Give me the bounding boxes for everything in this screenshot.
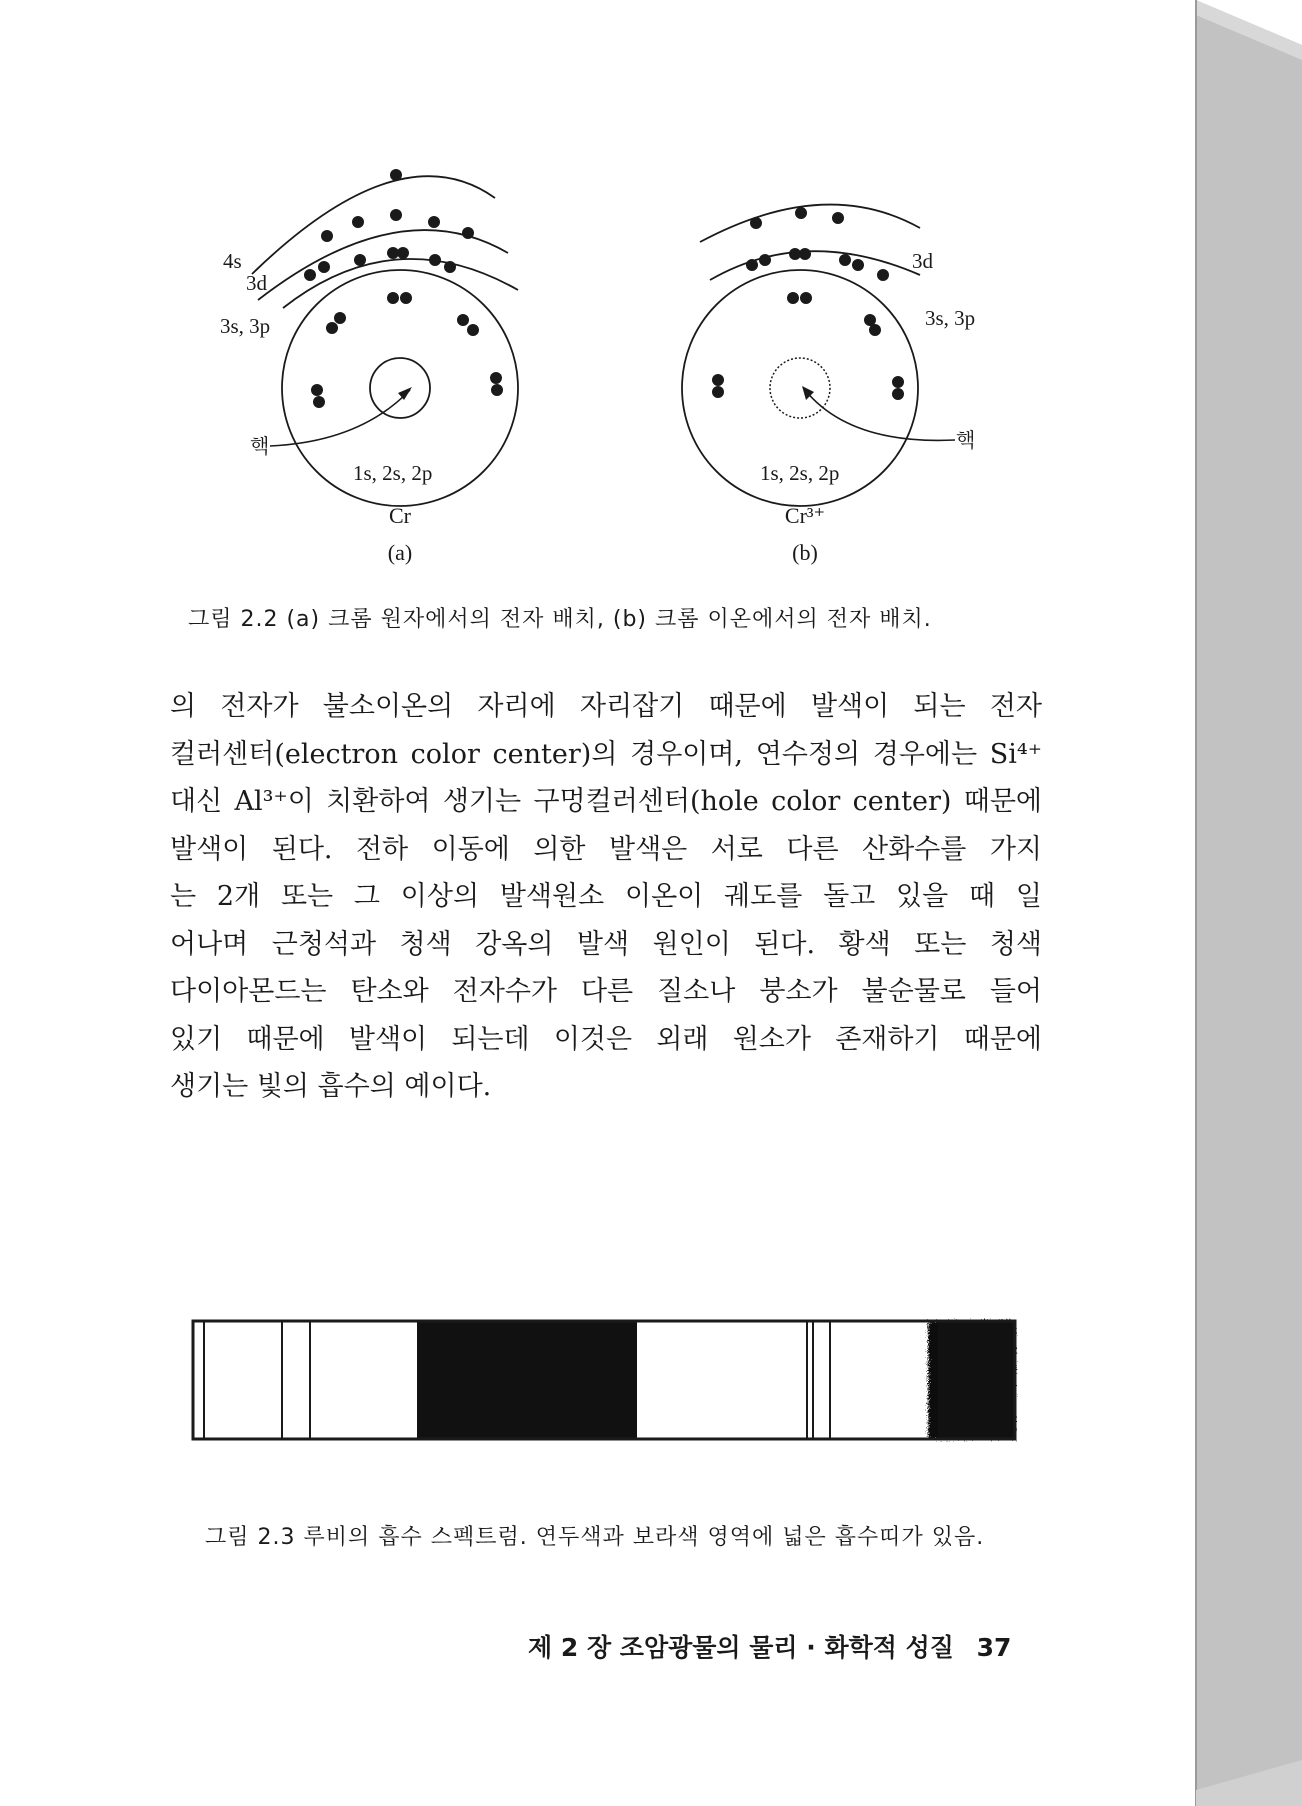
shell-label-4s: 4s [223, 249, 242, 273]
body-line: 어나며 근청석과 청색 강옥의 발색 원인이 된다. 황색 또는 청색 [170, 928, 1042, 960]
body-line-last: 생기는 빛의 흡수의 예이다. [170, 1071, 492, 1102]
figure-2-3-absorption-spectrum [190, 1318, 1020, 1448]
body-line: 발색이 된다. 전하 이동에 의한 발색은 서로 다른 산화수를 가지 [170, 833, 1042, 865]
figure-2-2-caption: 그림 2.2 (a) 크롬 원자에서의 전자 배치, (b) 크롬 이온에서의 전자 배치. [188, 607, 932, 632]
body-line: 다이아몬드는 탄소와 전자수가 다른 질소나 붕소가 불순물로 들어 [170, 976, 1042, 1007]
shell-label-3d: 3d [246, 271, 267, 295]
shell-label-3s-3p: 3s, 3p [925, 306, 976, 330]
body-paragraph [170, 683, 1042, 1111]
body-line: 의 전자가 불소이온의 자리에 자리잡기 때문에 발색이 되는 전자 [170, 691, 1042, 722]
body-line: 컬러센터(electron color center)의 경우이며, 연수정의 경우에는 Si⁴⁺ [170, 738, 1042, 770]
shell-label-1s-2s-2p: 1s, 2s, 2p [760, 461, 840, 485]
page-number: 37 [976, 1633, 1012, 1662]
figure-2-3-caption: 그림 2.3 루비의 흡수 스펙트럼. 연두색과 보라색 영역에 넓은 흡수띠가 있음. [205, 1525, 985, 1550]
body-line: 대신 Al³⁺이 치환하여 생기는 구멍컬러센터(hole color center) 때문에 [170, 786, 1042, 817]
element-label: Cr [389, 503, 411, 528]
nucleus-label: 핵 [956, 428, 976, 452]
body-line: 있기 때문에 발색이 되는데 이것은 외래 원소가 존재하기 때문에 [170, 1023, 1042, 1055]
shell-label-3s-3p: 3s, 3p [220, 314, 271, 338]
shell-label-3d: 3d [912, 249, 933, 273]
chapter-title: 제 2 장 조암광물의 물리 · 화학적 성질 [528, 1633, 954, 1662]
element-label: Cr³⁺ [784, 503, 826, 528]
figure-2-2-panel-a [200, 150, 560, 570]
absorption-band-green [417, 1321, 637, 1439]
panel-label: (b) [792, 540, 818, 565]
figure-2-2-panel-b [600, 150, 1000, 570]
body-line: 는 2개 또는 그 이상의 발색원소 이온이 궤도를 돌고 있을 때 일 [170, 881, 1042, 912]
shell-label-1s-2s-2p: 1s, 2s, 2p [353, 461, 433, 485]
panel-label: (a) [387, 540, 413, 565]
nucleus-label: 핵 [250, 434, 270, 458]
running-footer [528, 1628, 1011, 1664]
